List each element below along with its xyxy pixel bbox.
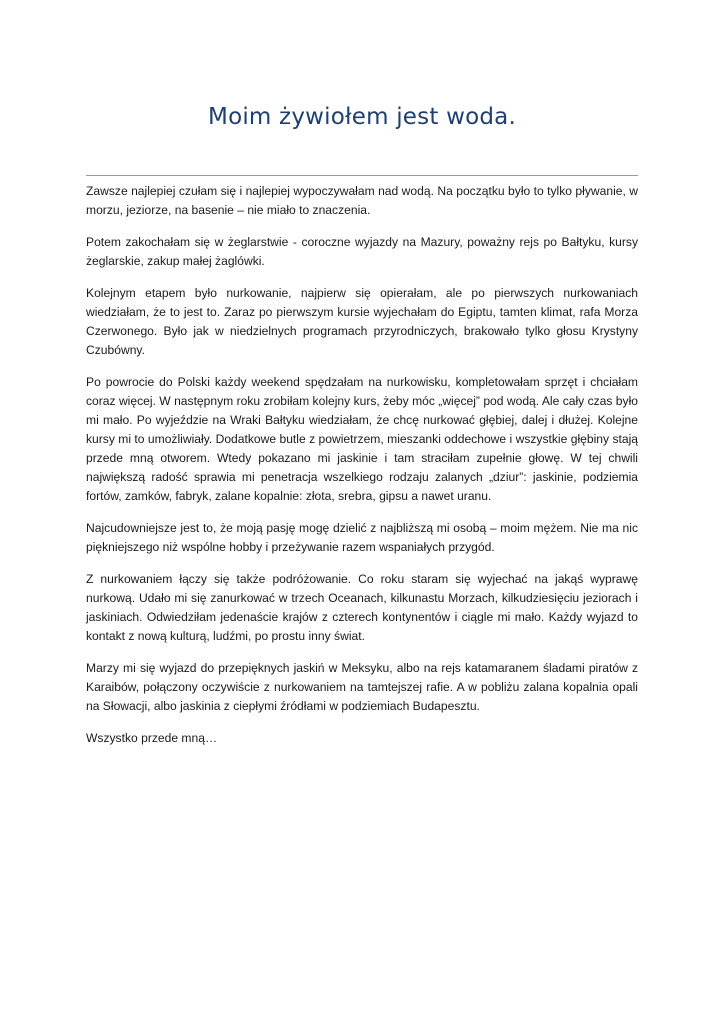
paragraph: Kolejnym etapem było nurkowanie, najpierw się opierałam, ale po pierwszych nurkowaniach wiedziałam, że to jest to. Zaraz po pierwszym kursie wyjechałam do Egiptu, tamten klimat, rafa Morza Czerwonego. Było jak w niedzielnych programach przyrodniczych, brakowało tylko głosu Krystyny Czubówny. [86, 286, 638, 357]
document-title: Moim żywiołem jest woda. [208, 104, 516, 130]
paragraph: Potem zakochałam się w żeglarstwie - coroczne wyjazdy na Mazury, poważny rejs po Bałtyku, kursy żeglarskie, zakup małej żaglówki. [86, 235, 638, 268]
paragraph: Wszystko przede mną… [86, 731, 218, 745]
paragraph: Z nurkowaniem łączy się także podróżowanie. Co roku staram się wyjechać na jakąś wyprawę nurkową. Udało mi się zanurkować w trzech Oceanach, kilkunastu Morzach, kilkudziesięciu jeziorach i jaskiniach. Odwiedziłam jedenaście krajów z czterech kontynentów i ciągle mi mało. Każdy wyjazd to kontakt z nową kulturą, ludźmi, po prostu inny świat. [86, 572, 638, 643]
title-divider [86, 175, 638, 176]
paragraph: Zawsze najlepiej czułam się i najlepiej wypoczywałam nad wodą. Na początku było to tylko pływanie, w morzu, jeziorze, na basenie – nie miało to znaczenia. [86, 184, 638, 217]
paragraph: Najcudowniejsze jest to, że moją pasję mogę dzielić z najbliższą mi osobą – moim mężem. Nie ma nic piękniejszego niż wspólne hobby i przeżywanie razem wspaniałych przygód. [86, 521, 638, 554]
paragraph: Po powrocie do Polski każdy weekend spędzałam na nurkowisku, kompletowałam sprzęt i chciałam coraz więcej. W następnym roku zrobiłam kolejny kurs, żeby móc „więcej” pod wodą. Ale cały czas było mi mało. Po wyjeździe na Wraki Bałtyku wiedziałam, że chcę nurkować głębiej, dalej i dłużej. Kolejne kursy mi to umożliwiały. Dodatkowe butle z powietrzem, mieszanki oddechowe i wszystkie głębiny stają przede mną otworem. Wtedy pokazano mi jaskinie i tam straciłam zupełnie głowę. W tej chwili największą radość sprawia mi penetracja wszelkiego rodzaju zalanych „dziur”: jaskinie, podziemia fortów, zamków, fabryk, zalane kopalnie: złota, srebra, gipsu a nawet uranu. [86, 375, 638, 503]
document-body [86, 182, 638, 761]
paragraph: Marzy mi się wyjazd do przepięknych jaskiń w Meksyku, albo na rejs katamaranem śladami piratów z Karaibów, połączony oczywiście z nurkowaniem na tamtejszej rafie. A w pobliżu zalana kopalnia opali na Słowacji, albo jaskinia z ciepłymi źródłami w podziemiach Budapesztu. [86, 661, 638, 713]
